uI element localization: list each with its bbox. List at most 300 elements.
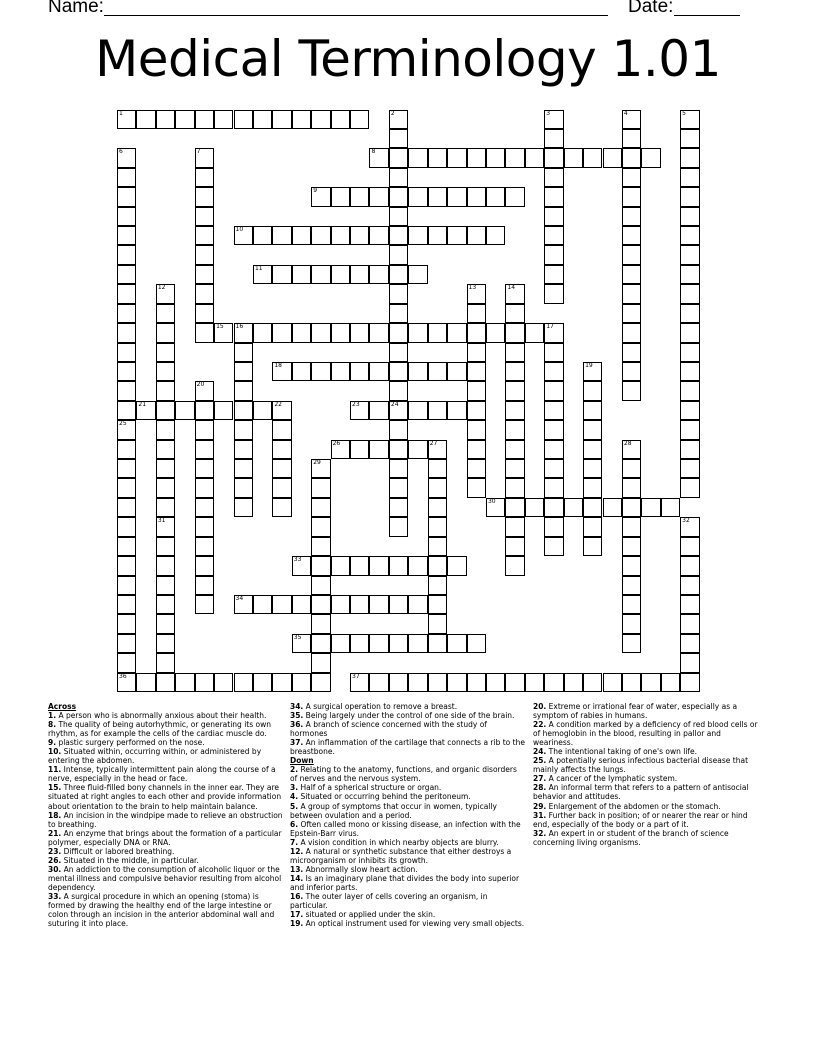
grid-cell[interactable] <box>156 343 175 362</box>
grid-cell[interactable] <box>331 110 350 129</box>
grid-cell[interactable] <box>117 459 136 478</box>
grid-cell[interactable] <box>389 517 408 536</box>
grid-cell[interactable] <box>622 440 641 459</box>
date-field[interactable] <box>674 15 740 16</box>
grid-cell[interactable] <box>544 537 563 556</box>
grid-cell[interactable] <box>389 265 408 284</box>
grid-cell[interactable] <box>272 459 291 478</box>
grid-cell[interactable] <box>680 129 699 148</box>
grid-cell[interactable] <box>428 148 447 167</box>
grid-cell[interactable] <box>350 673 369 692</box>
grid-cell[interactable] <box>369 595 388 614</box>
grid-cell[interactable] <box>292 110 311 129</box>
grid-cell[interactable] <box>447 323 466 342</box>
grid-cell[interactable] <box>544 362 563 381</box>
grid-cell[interactable] <box>680 420 699 439</box>
grid-cell[interactable] <box>311 576 330 595</box>
grid-cell[interactable] <box>311 323 330 342</box>
grid-cell[interactable] <box>583 148 602 167</box>
grid-cell[interactable] <box>214 673 233 692</box>
grid-cell[interactable] <box>389 207 408 226</box>
grid-cell[interactable] <box>505 401 524 420</box>
grid-cell[interactable] <box>195 459 214 478</box>
grid-cell[interactable] <box>195 245 214 264</box>
grid-cell[interactable] <box>408 226 427 245</box>
grid-cell[interactable] <box>505 440 524 459</box>
grid-cell[interactable] <box>505 187 524 206</box>
grid-cell[interactable] <box>408 265 427 284</box>
grid-cell[interactable] <box>156 614 175 633</box>
grid-cell[interactable] <box>505 284 524 303</box>
grid-cell[interactable] <box>389 459 408 478</box>
grid-cell[interactable] <box>603 148 622 167</box>
grid-cell[interactable] <box>583 673 602 692</box>
grid-cell[interactable] <box>428 226 447 245</box>
grid-cell[interactable] <box>622 110 641 129</box>
grid-cell[interactable] <box>467 343 486 362</box>
grid-cell[interactable] <box>544 129 563 148</box>
grid-cell[interactable] <box>156 381 175 400</box>
grid-cell[interactable] <box>467 187 486 206</box>
grid-cell[interactable] <box>156 459 175 478</box>
grid-cell[interactable] <box>447 401 466 420</box>
grid-cell[interactable] <box>156 673 175 692</box>
grid-cell[interactable] <box>156 576 175 595</box>
grid-cell[interactable] <box>369 226 388 245</box>
grid-cell[interactable] <box>389 478 408 497</box>
grid-cell[interactable] <box>505 148 524 167</box>
grid-cell[interactable] <box>622 168 641 187</box>
grid-cell[interactable] <box>486 498 505 517</box>
grid-cell[interactable] <box>408 187 427 206</box>
grid-cell[interactable] <box>195 381 214 400</box>
grid-cell[interactable] <box>622 129 641 148</box>
grid-cell[interactable] <box>272 362 291 381</box>
grid-cell[interactable] <box>447 556 466 575</box>
grid-cell[interactable] <box>117 440 136 459</box>
grid-cell[interactable] <box>175 110 194 129</box>
grid-cell[interactable] <box>369 440 388 459</box>
grid-cell[interactable] <box>641 498 660 517</box>
grid-cell[interactable] <box>680 459 699 478</box>
grid-cell[interactable] <box>544 168 563 187</box>
grid-cell[interactable] <box>680 401 699 420</box>
grid-cell[interactable] <box>350 634 369 653</box>
grid-cell[interactable] <box>350 401 369 420</box>
grid-cell[interactable] <box>583 401 602 420</box>
grid-cell[interactable] <box>467 478 486 497</box>
grid-cell[interactable] <box>408 595 427 614</box>
grid-cell[interactable] <box>156 537 175 556</box>
grid-cell[interactable] <box>389 187 408 206</box>
grid-cell[interactable] <box>544 284 563 303</box>
grid-cell[interactable] <box>117 110 136 129</box>
grid-cell[interactable] <box>350 226 369 245</box>
grid-cell[interactable] <box>369 673 388 692</box>
grid-cell[interactable] <box>428 440 447 459</box>
grid-cell[interactable] <box>156 420 175 439</box>
grid-cell[interactable] <box>272 420 291 439</box>
grid-cell[interactable] <box>622 323 641 342</box>
grid-cell[interactable] <box>428 187 447 206</box>
grid-cell[interactable] <box>428 537 447 556</box>
grid-cell[interactable] <box>389 498 408 517</box>
grid-cell[interactable] <box>292 673 311 692</box>
grid-cell[interactable] <box>467 381 486 400</box>
grid-cell[interactable] <box>505 498 524 517</box>
grid-cell[interactable] <box>544 478 563 497</box>
grid-cell[interactable] <box>583 420 602 439</box>
grid-cell[interactable] <box>661 498 680 517</box>
grid-cell[interactable] <box>408 362 427 381</box>
grid-cell[interactable] <box>253 401 272 420</box>
grid-cell[interactable] <box>467 420 486 439</box>
grid-cell[interactable] <box>195 401 214 420</box>
grid-cell[interactable] <box>525 323 544 342</box>
grid-cell[interactable] <box>389 420 408 439</box>
grid-cell[interactable] <box>272 595 291 614</box>
grid-cell[interactable] <box>214 323 233 342</box>
grid-cell[interactable] <box>311 110 330 129</box>
grid-cell[interactable] <box>369 401 388 420</box>
grid-cell[interactable] <box>331 634 350 653</box>
grid-cell[interactable] <box>311 459 330 478</box>
grid-cell[interactable] <box>680 381 699 400</box>
grid-cell[interactable] <box>389 595 408 614</box>
grid-cell[interactable] <box>680 168 699 187</box>
grid-cell[interactable] <box>156 498 175 517</box>
grid-cell[interactable] <box>272 226 291 245</box>
grid-cell[interactable] <box>428 614 447 633</box>
grid-cell[interactable] <box>408 634 427 653</box>
grid-cell[interactable] <box>544 459 563 478</box>
grid-cell[interactable] <box>195 265 214 284</box>
grid-cell[interactable] <box>389 362 408 381</box>
grid-cell[interactable] <box>680 362 699 381</box>
grid-cell[interactable] <box>389 284 408 303</box>
grid-cell[interactable] <box>272 498 291 517</box>
grid-cell[interactable] <box>369 148 388 167</box>
grid-cell[interactable] <box>428 478 447 497</box>
grid-cell[interactable] <box>408 673 427 692</box>
grid-cell[interactable] <box>544 323 563 342</box>
grid-cell[interactable] <box>680 265 699 284</box>
grid-cell[interactable] <box>234 226 253 245</box>
grid-cell[interactable] <box>234 440 253 459</box>
grid-cell[interactable] <box>447 148 466 167</box>
grid-cell[interactable] <box>350 362 369 381</box>
grid-cell[interactable] <box>544 401 563 420</box>
grid-cell[interactable] <box>117 420 136 439</box>
grid-cell[interactable] <box>641 148 660 167</box>
grid-cell[interactable] <box>156 653 175 672</box>
grid-cell[interactable] <box>622 498 641 517</box>
grid-cell[interactable] <box>583 498 602 517</box>
grid-cell[interactable] <box>234 478 253 497</box>
grid-cell[interactable] <box>331 187 350 206</box>
grid-cell[interactable] <box>486 187 505 206</box>
grid-cell[interactable] <box>622 362 641 381</box>
grid-cell[interactable] <box>428 498 447 517</box>
grid-cell[interactable] <box>311 517 330 536</box>
grid-cell[interactable] <box>583 459 602 478</box>
grid-cell[interactable] <box>156 284 175 303</box>
grid-cell[interactable] <box>680 614 699 633</box>
grid-cell[interactable] <box>486 226 505 245</box>
grid-cell[interactable] <box>680 517 699 536</box>
grid-cell[interactable] <box>175 401 194 420</box>
grid-cell[interactable] <box>311 362 330 381</box>
grid-cell[interactable] <box>156 440 175 459</box>
grid-cell[interactable] <box>544 498 563 517</box>
grid-cell[interactable] <box>583 440 602 459</box>
grid-cell[interactable] <box>272 401 291 420</box>
grid-cell[interactable] <box>389 110 408 129</box>
grid-cell[interactable] <box>311 556 330 575</box>
grid-cell[interactable] <box>195 148 214 167</box>
grid-cell[interactable] <box>408 148 427 167</box>
grid-cell[interactable] <box>680 284 699 303</box>
grid-cell[interactable] <box>505 517 524 536</box>
grid-cell[interactable] <box>117 673 136 692</box>
grid-cell[interactable] <box>505 304 524 323</box>
grid-cell[interactable] <box>272 265 291 284</box>
grid-cell[interactable] <box>447 226 466 245</box>
grid-cell[interactable] <box>428 517 447 536</box>
grid-cell[interactable] <box>680 537 699 556</box>
grid-cell[interactable] <box>253 110 272 129</box>
grid-cell[interactable] <box>680 207 699 226</box>
grid-cell[interactable] <box>117 556 136 575</box>
grid-cell[interactable] <box>117 517 136 536</box>
grid-cell[interactable] <box>156 478 175 497</box>
grid-cell[interactable] <box>428 362 447 381</box>
grid-cell[interactable] <box>428 401 447 420</box>
grid-cell[interactable] <box>311 537 330 556</box>
grid-cell[interactable] <box>544 226 563 245</box>
grid-cell[interactable] <box>564 498 583 517</box>
grid-cell[interactable] <box>195 304 214 323</box>
grid-cell[interactable] <box>428 595 447 614</box>
grid-cell[interactable] <box>195 576 214 595</box>
grid-cell[interactable] <box>311 673 330 692</box>
grid-cell[interactable] <box>428 556 447 575</box>
grid-cell[interactable] <box>292 362 311 381</box>
grid-cell[interactable] <box>467 304 486 323</box>
grid-cell[interactable] <box>175 673 194 692</box>
grid-cell[interactable] <box>467 323 486 342</box>
grid-cell[interactable] <box>505 381 524 400</box>
grid-cell[interactable] <box>136 401 155 420</box>
grid-cell[interactable] <box>117 265 136 284</box>
grid-cell[interactable] <box>622 614 641 633</box>
grid-cell[interactable] <box>467 226 486 245</box>
grid-cell[interactable] <box>544 110 563 129</box>
grid-cell[interactable] <box>156 362 175 381</box>
grid-cell[interactable] <box>680 576 699 595</box>
grid-cell[interactable] <box>408 440 427 459</box>
grid-cell[interactable] <box>369 362 388 381</box>
grid-cell[interactable] <box>544 420 563 439</box>
grid-cell[interactable] <box>156 595 175 614</box>
grid-cell[interactable] <box>583 362 602 381</box>
grid-cell[interactable] <box>195 168 214 187</box>
grid-cell[interactable] <box>622 517 641 536</box>
grid-cell[interactable] <box>544 207 563 226</box>
grid-cell[interactable] <box>331 440 350 459</box>
grid-cell[interactable] <box>272 478 291 497</box>
grid-cell[interactable] <box>680 440 699 459</box>
grid-cell[interactable] <box>311 634 330 653</box>
grid-cell[interactable] <box>195 284 214 303</box>
grid-cell[interactable] <box>369 634 388 653</box>
grid-cell[interactable] <box>467 148 486 167</box>
grid-cell[interactable] <box>389 304 408 323</box>
grid-cell[interactable] <box>622 187 641 206</box>
grid-cell[interactable] <box>195 420 214 439</box>
grid-cell[interactable] <box>214 110 233 129</box>
grid-cell[interactable] <box>525 148 544 167</box>
grid-cell[interactable] <box>253 226 272 245</box>
grid-cell[interactable] <box>661 673 680 692</box>
grid-cell[interactable] <box>156 110 175 129</box>
grid-cell[interactable] <box>447 187 466 206</box>
grid-cell[interactable] <box>117 576 136 595</box>
grid-cell[interactable] <box>486 148 505 167</box>
grid-cell[interactable] <box>292 226 311 245</box>
grid-cell[interactable] <box>350 187 369 206</box>
grid-cell[interactable] <box>680 226 699 245</box>
grid-cell[interactable] <box>467 634 486 653</box>
grid-cell[interactable] <box>117 323 136 342</box>
grid-cell[interactable] <box>272 440 291 459</box>
grid-cell[interactable] <box>680 595 699 614</box>
grid-cell[interactable] <box>622 556 641 575</box>
grid-cell[interactable] <box>117 207 136 226</box>
grid-cell[interactable] <box>622 673 641 692</box>
grid-cell[interactable] <box>292 323 311 342</box>
grid-cell[interactable] <box>525 498 544 517</box>
grid-cell[interactable] <box>292 556 311 575</box>
grid-cell[interactable] <box>272 323 291 342</box>
grid-cell[interactable] <box>331 595 350 614</box>
grid-cell[interactable] <box>117 343 136 362</box>
grid-cell[interactable] <box>544 187 563 206</box>
grid-cell[interactable] <box>156 634 175 653</box>
grid-cell[interactable] <box>544 673 563 692</box>
grid-cell[interactable] <box>195 673 214 692</box>
grid-cell[interactable] <box>253 673 272 692</box>
grid-cell[interactable] <box>350 110 369 129</box>
grid-cell[interactable] <box>234 420 253 439</box>
grid-cell[interactable] <box>544 440 563 459</box>
grid-cell[interactable] <box>195 110 214 129</box>
grid-cell[interactable] <box>117 401 136 420</box>
grid-cell[interactable] <box>389 245 408 264</box>
grid-cell[interactable] <box>544 343 563 362</box>
grid-cell[interactable] <box>389 673 408 692</box>
grid-cell[interactable] <box>505 459 524 478</box>
grid-cell[interactable] <box>292 634 311 653</box>
grid-cell[interactable] <box>505 537 524 556</box>
grid-cell[interactable] <box>195 478 214 497</box>
grid-cell[interactable] <box>195 498 214 517</box>
grid-cell[interactable] <box>680 634 699 653</box>
grid-cell[interactable] <box>369 323 388 342</box>
grid-cell[interactable] <box>408 556 427 575</box>
grid-cell[interactable] <box>234 595 253 614</box>
grid-cell[interactable] <box>311 498 330 517</box>
grid-cell[interactable] <box>622 226 641 245</box>
grid-cell[interactable] <box>680 556 699 575</box>
grid-cell[interactable] <box>467 673 486 692</box>
grid-cell[interactable] <box>311 226 330 245</box>
grid-cell[interactable] <box>680 478 699 497</box>
grid-cell[interactable] <box>447 634 466 653</box>
grid-cell[interactable] <box>369 556 388 575</box>
grid-cell[interactable] <box>622 576 641 595</box>
grid-cell[interactable] <box>505 673 524 692</box>
grid-cell[interactable] <box>234 323 253 342</box>
grid-cell[interactable] <box>117 362 136 381</box>
grid-cell[interactable] <box>428 673 447 692</box>
grid-cell[interactable] <box>311 187 330 206</box>
grid-cell[interactable] <box>195 323 214 342</box>
grid-cell[interactable] <box>117 498 136 517</box>
grid-cell[interactable] <box>564 673 583 692</box>
grid-cell[interactable] <box>117 284 136 303</box>
grid-cell[interactable] <box>389 401 408 420</box>
grid-cell[interactable] <box>641 673 660 692</box>
grid-cell[interactable] <box>447 362 466 381</box>
grid-cell[interactable] <box>350 440 369 459</box>
grid-cell[interactable] <box>389 634 408 653</box>
grid-cell[interactable] <box>544 245 563 264</box>
grid-cell[interactable] <box>195 226 214 245</box>
grid-cell[interactable] <box>253 265 272 284</box>
grid-cell[interactable] <box>117 381 136 400</box>
grid-cell[interactable] <box>117 653 136 672</box>
grid-cell[interactable] <box>117 148 136 167</box>
grid-cell[interactable] <box>117 634 136 653</box>
grid-cell[interactable] <box>253 595 272 614</box>
grid-cell[interactable] <box>292 595 311 614</box>
grid-cell[interactable] <box>156 401 175 420</box>
grid-cell[interactable] <box>583 478 602 497</box>
grid-cell[interactable] <box>680 343 699 362</box>
grid-cell[interactable] <box>680 323 699 342</box>
grid-cell[interactable] <box>622 207 641 226</box>
grid-cell[interactable] <box>156 304 175 323</box>
grid-cell[interactable] <box>389 226 408 245</box>
grid-cell[interactable] <box>117 595 136 614</box>
grid-cell[interactable] <box>214 401 233 420</box>
grid-cell[interactable] <box>544 381 563 400</box>
grid-cell[interactable] <box>467 401 486 420</box>
grid-cell[interactable] <box>544 148 563 167</box>
grid-cell[interactable] <box>622 478 641 497</box>
grid-cell[interactable] <box>311 595 330 614</box>
grid-cell[interactable] <box>311 478 330 497</box>
grid-cell[interactable] <box>117 168 136 187</box>
grid-cell[interactable] <box>505 362 524 381</box>
grid-cell[interactable] <box>486 323 505 342</box>
grid-cell[interactable] <box>117 304 136 323</box>
grid-cell[interactable] <box>583 517 602 536</box>
grid-cell[interactable] <box>680 245 699 264</box>
grid-cell[interactable] <box>156 323 175 342</box>
grid-cell[interactable] <box>350 595 369 614</box>
